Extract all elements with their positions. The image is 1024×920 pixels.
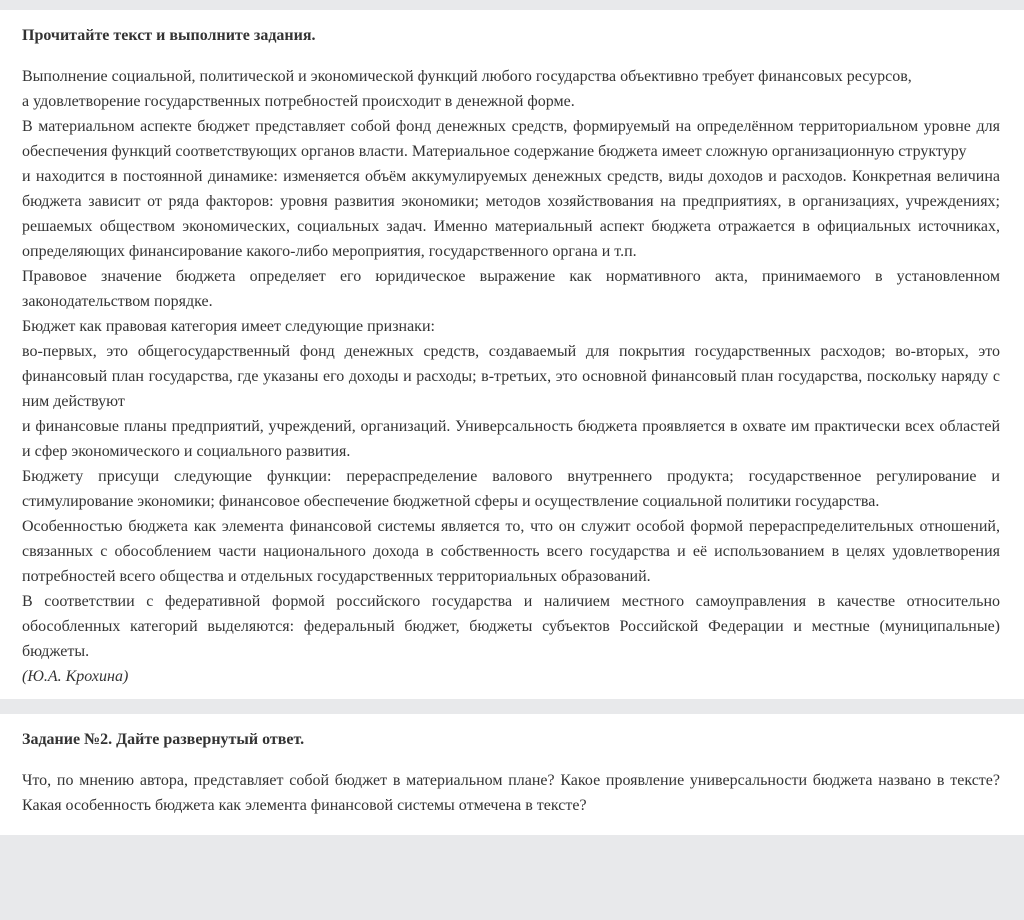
text-paragraph: во-первых, это общегосударственный фонд денежных средств, создаваемый для покрытия государственных расходов; во-вторых, это финансовый план государства, где указаны его доходы и расходы; в-третьих, это основной финансовый план государства, поскольку наряду с ним действуют — [22, 343, 1000, 410]
author-attribution: (Ю.А. Крохина) — [22, 668, 129, 685]
text-paragraph: и финансовые планы предприятий, учреждений, организаций. Универсальность бюджета проявляется в охвате им практически всех областей и сфер экономического и социального развития. — [22, 418, 1000, 460]
reading-text-panel — [0, 10, 1024, 699]
text-paragraph: Выполнение социальной, политической и экономической функций любого государства объективно требует финансовых ресурсов, — [22, 68, 912, 85]
text-paragraph: В материальном аспекте бюджет представляет собой фонд денежных средств, формируемый на определённом территориальном уровне для обеспечения функций соответствующих органов власти. Материальное содержание бюджета имеет сложную организационную структуру — [22, 118, 1000, 160]
text-paragraph: Особенностью бюджета как элемента финансовой системы является то, что он служит особой формой перераспределительных отношений, связанных с обособлением части национального дохода в собственность всего государства и её использованием в целях удовлетворения потребностей всего общества и отдельных государственных территориальных образований. — [22, 518, 1000, 585]
task-panel — [0, 714, 1024, 835]
text-paragraph: Бюджет как правовая категория имеет следующие признаки: — [22, 318, 435, 335]
task-question: Что, по мнению автора, представляет собой бюджет в материальном плане? Какое проявление универсальности бюджета названо в тексте? Какая особенность бюджета как элемента финансовой системы отмечена в тексте? — [22, 772, 1000, 814]
text-paragraph: Правовое значение бюджета определяет его юридическое выражение как нормативного акта, принимаемого в установленном законодательством порядке. — [22, 268, 1000, 310]
text-paragraph: и находится в постоянной динамике: изменяется объём аккумулируемых денежных средств, виды доходов и расходов. Конкретная величина бюджета зависит от ряда факторов: уровня развития экономики; методов хозяйствования на предприятиях, в организациях, учреждениях; решаемых обществом экономических, социальных задач. Именно материальный аспект бюджета отражается в официальных источниках, определяющих финансирование какого-либо мероприятия, государственного органа и т.п. — [22, 168, 1000, 260]
task-title-heading: Задание №2. Дайте развернутый ответ. — [22, 731, 305, 748]
reading-instruction-heading: Прочитайте текст и выполните задания. — [22, 27, 316, 44]
text-paragraph: В соответствии с федеративной формой российского государства и наличием местного самоуправления в качестве относительно обособленных категорий выделяются: федеральный бюджет, бюджеты субъектов Российской Федерации и местные (муниципальные) бюджеты. — [22, 593, 1000, 660]
text-paragraph: Бюджету присущи следующие функции: перераспределение валового внутреннего продукта; государственное регулирование и стимулирование экономики; финансовое обеспечение бюджетной сферы и осуществление социальной политики государства. — [22, 468, 1000, 510]
text-paragraph: а удовлетворение государственных потребностей происходит в денежной форме. — [22, 93, 575, 110]
